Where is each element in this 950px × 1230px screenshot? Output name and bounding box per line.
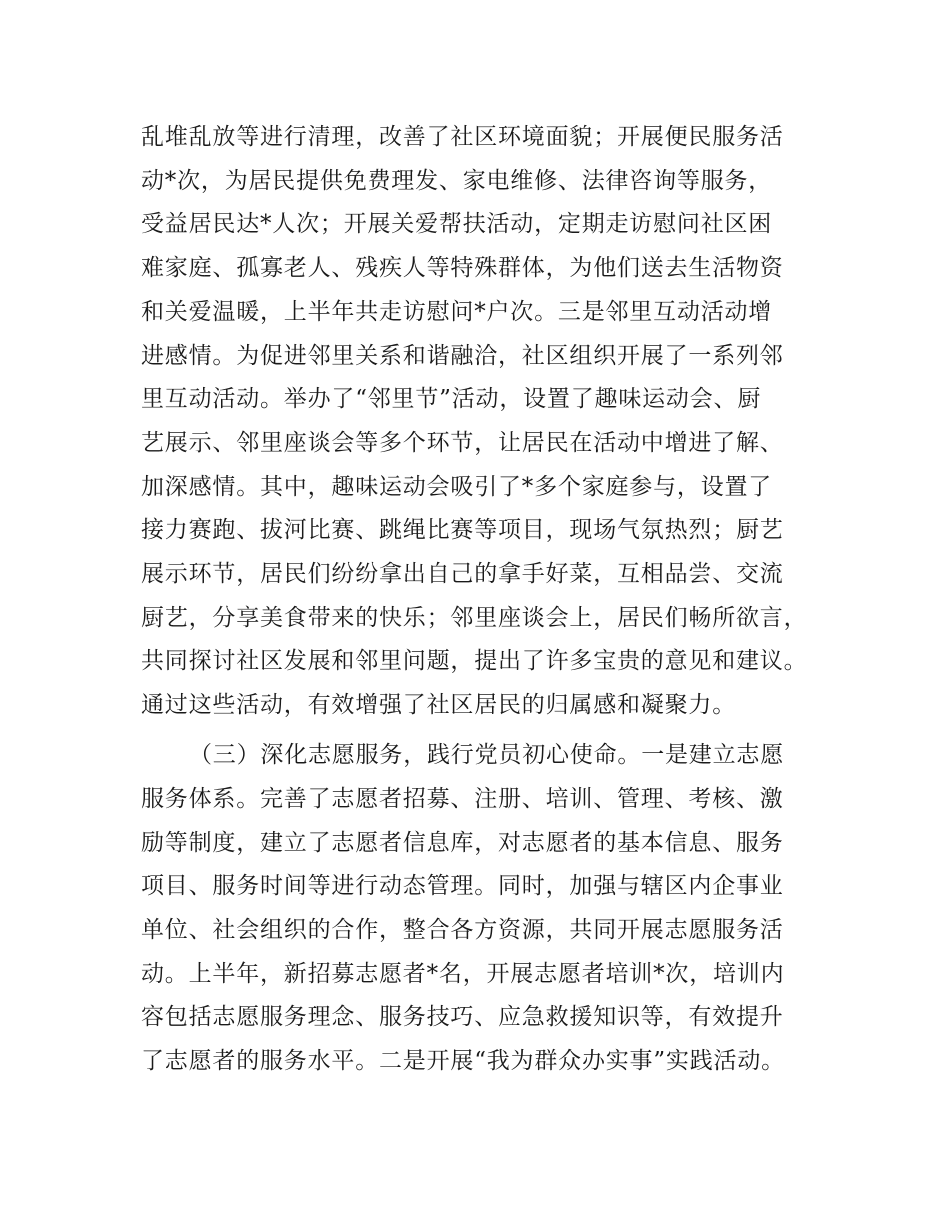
paragraph-2-line-6: 动。上半年，新招募志愿者*名，开展志愿者培训*次，培训内 (141, 961, 785, 987)
paragraph-2-line-3: 励等制度，建立了志愿者信息库，对志愿者的基本信息、服务 (141, 830, 784, 856)
paragraph-1-line-6: 进感情。为促进邻里关系和谐融洽，社区组织开展了一系列邻 (141, 343, 784, 369)
paragraph-1-line-5: 和关爱温暖，上半年共走访慰问*户次。三是邻里互动活动增 (141, 299, 773, 325)
paragraph-1-line-2: 动*次，为居民提供免费理发、家电维修、法律咨询等服务， (141, 168, 773, 194)
paragraph-1-line-12: 厨艺，分享美食带来的快乐；邻里座谈会上，居民们畅所欲言， (141, 605, 808, 631)
paragraph-1-line-10: 接力赛跑、拔河比赛、跳绳比赛等项目，现场气氛热烈；厨艺 (141, 517, 784, 543)
paragraph-1-line-13: 共同探讨社区发展和邻里问题，提出了许多宝贵的意见和建议。 (141, 648, 808, 674)
paragraph-1-line-11: 展示环节，居民们纷纷拿出自己的拿手好菜，互相品尝、交流 (141, 561, 784, 587)
paragraph-1-line-7: 里互动活动。举办了“邻里节”活动，设置了趣味运动会、厨 (141, 386, 762, 412)
paragraph-1-line-4: 难家庭、孤寡老人、残疾人等特殊群体，为他们送去生活物资 (141, 255, 784, 281)
paragraph-2-line-4: 项目、服务时间等进行动态管理。同时，加强与辖区内企事业 (141, 873, 784, 899)
paragraph-2-line-2: 服务体系。完善了志愿者招募、注册、培训、管理、考核、激 (141, 786, 784, 812)
paragraph-1-line-3: 受益居民达*人次；开展关爱帮扶活动，定期走访慰问社区困 (141, 211, 773, 237)
paragraph-1-line-1: 乱堆乱放等进行清理，改善了社区环境面貌；开展便民服务活 (141, 124, 784, 150)
paragraph-2-line-1: （三）深化志愿服务，践行党员初心使命。一是建立志愿 (189, 742, 784, 768)
paragraph-2-line-5: 单位、社会组织的合作，整合各方资源，共同开展志愿服务活 (141, 917, 784, 943)
paragraph-1-line-8: 艺展示、邻里座谈会等多个环节，让居民在活动中增进了解、 (141, 430, 784, 456)
paragraph-2-line-8: 了志愿者的服务水平。二是开展“我为群众办实事”实践活动。 (141, 1048, 785, 1074)
paragraph-1-line-9: 加深感情。其中，趣味运动会吸引了*多个家庭参与，设置了 (141, 474, 773, 500)
paragraph-1-line-14: 通过这些活动，有效增强了社区居民的归属感和凝聚力。 (141, 692, 736, 718)
paragraph-2-line-7: 容包括志愿服务理念、服务技巧、应急救援知识等，有效提升 (141, 1004, 784, 1030)
